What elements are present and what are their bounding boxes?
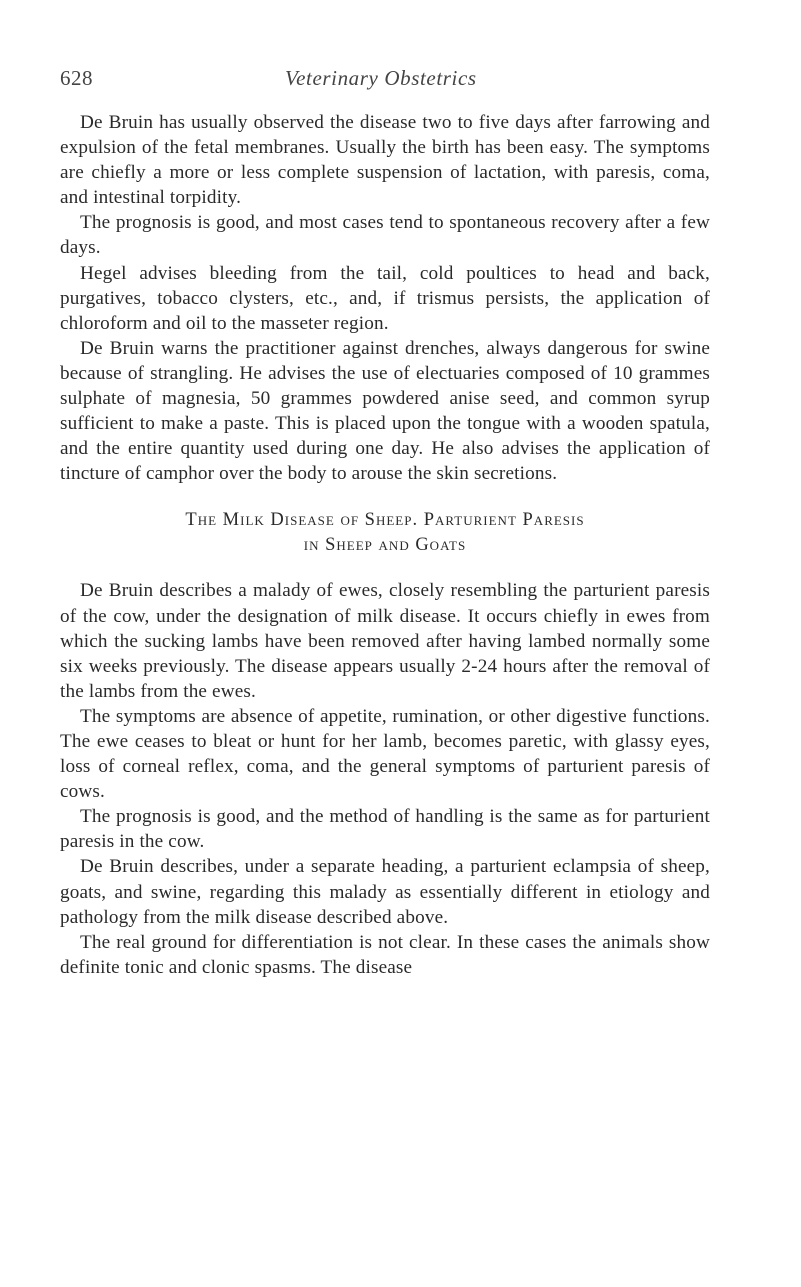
paragraph: The prognosis is good, and the method of handling is the same as for parturient paresis in the cow. [60, 806, 710, 853]
body-text [60, 110, 710, 980]
paragraph: De Bruin warns the practitioner against drenches, always dangerous for swine because of strangling. He advises the use of electuaries composed of 10 grammes sulphate of magnesia, 50 grammes powdered anise seed, and common syrup sufficient to make a paste. This is placed upon the tongue with a wooden spatula, and the entire quantity used during one day. He also advises the application of tincture of camphor over the body to arouse the skin secretions. [60, 337, 710, 485]
paragraph: The prognosis is good, and most cases tend to spontaneous recovery after a few days. [60, 212, 710, 259]
running-title: Veterinary Obstetrics [285, 66, 477, 90]
section-heading-line-1: The Milk Disease of Sheep. Parturient Paresis [185, 510, 585, 531]
page-number: 628 [60, 66, 93, 90]
paragraph: De Bruin describes, under a separate heading, a parturient eclampsia of sheep, goats, and swine, regarding this malady as essentially different in etiology and pathology from the milk disease described above. [60, 856, 710, 928]
paragraph: De Bruin has usually observed the disease two to five days after farrowing and expulsion of the fetal membranes. Usually the birth has been easy. The symptoms are chiefly a more or less complete suspension of lactation, with paresis, coma, and intestinal torpidity. [60, 112, 710, 209]
paragraph: De Bruin describes a malady of ewes, closely resembling the parturient paresis of the cow, under the designation of milk disease. It occurs chiefly in ewes from which the sucking lambs have been removed after having lambed normally some six weeks previously. The disease appears usually 2-24 hours after the removal of the lambs from the ewes. [60, 580, 710, 702]
paragraph: Hegel advises bleeding from the tail, cold poultices to head and back, purgatives, tobacco clysters, etc., and, if trismus persists, the application of chloroform and oil to the masseter region. [60, 262, 710, 334]
section-heading-line-2: in Sheep and Goats [303, 535, 467, 556]
paragraph: The symptoms are absence of appetite, rumination, or other digestive functions. The ewe ceases to bleat or hunt for her lamb, becomes paretic, with glassy eyes, loss of corneal reflex, coma, and the general symptoms of parturient paresis of cows. [60, 705, 710, 803]
page-header [60, 66, 740, 96]
paragraph: The real ground for differentiation is not clear. In these cases the animals show definite tonic and clonic spasms. The disease [60, 931, 710, 978]
section-heading [60, 508, 710, 558]
